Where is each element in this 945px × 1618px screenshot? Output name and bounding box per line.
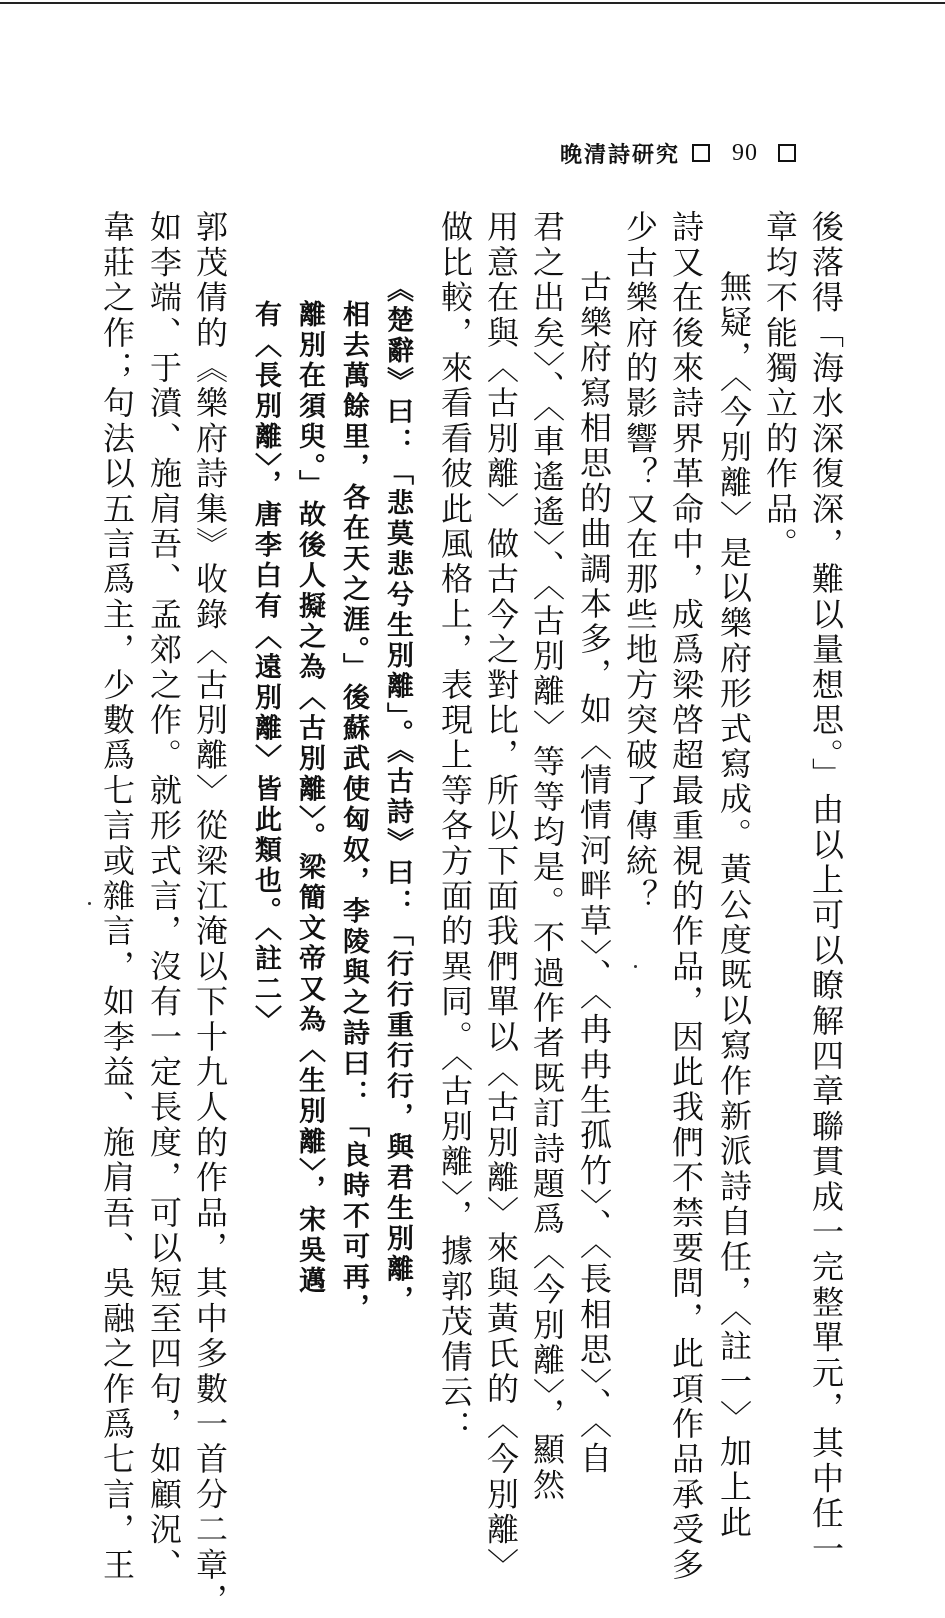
scan-speck [88, 902, 91, 905]
running-head [560, 136, 850, 170]
top-border-line [0, 2, 945, 4]
text-column: 君之出矣〉、〈車遙遙〉、〈古別離〉等等均是。不過作者既訂詩題爲〈今別離〉，顯然 [528, 210, 566, 1503]
quote-column: 離別在須臾。」故後人擬之為〈古別離〉。梁簡文帝又為〈生別離〉，宋吳邁 [294, 300, 325, 1297]
text-column: 詩又在後來詩界革命中，成爲梁啓超最重視的作品，因此我們不禁要問，此項作品承受多 [667, 210, 705, 1583]
text-column: 郭茂倩的《樂府詩集》收錄〈古別離〉從梁江淹以下十九人的作品，其中多數一首分二章， [191, 210, 229, 1618]
square-ornament-icon [692, 144, 710, 162]
text-column: 少古樂府的影響？又在那些地方突破了傳統？ [621, 210, 659, 914]
quote-column: 有〈長別離〉，唐李白有〈遠別離〉皆此類也。〈註二〉 [250, 300, 281, 1036]
quote-column: 《楚辭》曰：「悲莫悲兮生別離」。《古詩》曰：「行行重行行，與君生別離， [382, 275, 413, 1316]
square-ornament-icon [778, 144, 796, 162]
text-column: 做比較，來看看彼此風格上，表現上等各方面的異同。〈古別離〉，據郭茂倩云： [436, 210, 474, 1446]
text-column: 後落得「海水深復深，難以量想思。」由以上可以瞭解四章聯貫成一完整單元，其中任一 [807, 210, 845, 1567]
text-column: 無疑，〈今別離〉是以樂府形式寫成。黃公度既以寫作新派詩自任，〈註一〉加上此 [715, 270, 753, 1541]
text-column: 古樂府寫相思的曲調本多，如〈情情河畔草〉、〈冉冉生孤竹〉、〈長相思〉、〈自 [575, 270, 613, 1477]
book-title: 晚清詩研究 [560, 141, 681, 168]
text-column: 如李端、于濆、施肩吾、孟郊之作。就形式言，沒有一定長度，可以短至四句，如顧況、 [145, 210, 183, 1583]
scan-speck [634, 965, 637, 968]
text-column: 用意在與〈古別離〉做古今之對比，所以下面我們單以〈古別離〉來與黃氏的〈今別離〉 [482, 210, 520, 1583]
page-number: 90 [732, 139, 759, 166]
text-column: 韋莊之作；句法以五言爲主，少數爲七言或雜言，如李益、施肩吾、吳融之作爲七言，王 [98, 210, 136, 1583]
text-column: 章均不能獨立的作品。 [761, 210, 799, 562]
quote-column: 相去萬餘里，各在天之涯。」後蘇武使匈奴，李陵與之詩曰：「良時不可再， [338, 300, 369, 1324]
